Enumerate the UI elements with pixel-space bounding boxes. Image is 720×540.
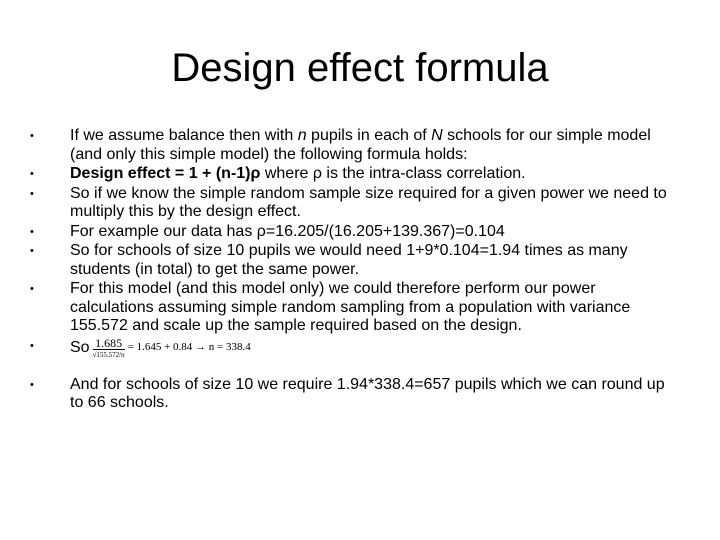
formula-image [93, 337, 251, 359]
formula-rest: = 1.645 + 0.84 → n = 338.4 [127, 341, 251, 353]
bullet-text: And for schools of size 10 we require 1.94*338.4=657 pupils which we can round up to 66 schools. [70, 375, 665, 411]
bullet-dot: • [30, 130, 34, 142]
bullet-item [30, 337, 670, 359]
bullet-item [30, 376, 670, 413]
bullet-list [30, 127, 670, 414]
bullet-dot: • [30, 225, 34, 238]
bullet-item [30, 242, 670, 279]
formula-fraction [93, 337, 125, 359]
bullet-text: So for schools of size 10 pupils we would need 1+9*0.104=1.94 times as many students (in total) to get the same power. [70, 242, 628, 278]
bullet-item [30, 165, 670, 184]
bullet-item [30, 127, 670, 164]
bullet-dot: • [30, 339, 34, 352]
bullet-dot: • [30, 168, 34, 180]
formula-denominator: √155.572/n [92, 350, 125, 359]
bullet-dot: • [30, 283, 34, 295]
bullet-text-italic: N [431, 127, 443, 144]
bullet-text: schools for our simple model (and only this simple model) the following formula holds: [70, 127, 651, 163]
bullet-text-italic: n [297, 127, 307, 144]
bullet-text: For this model (and this model only) we could therefore perform our power calculations assuming simple random sampling from a population with variance 155.572 and scale up the sample required based on the design. [70, 280, 631, 334]
bullet-dot: • [30, 378, 34, 391]
bullet-text-bold: Design effect = 1 + (n-1)ρ [70, 165, 261, 182]
bullet-text: pupils in each of [306, 127, 432, 144]
slide-title: Design effect formula [171, 46, 549, 90]
bullet-item [30, 223, 670, 242]
bullet-text: So if we know the simple random sample size required for a given power we need to multiply this by the design effect. [70, 184, 667, 220]
bullet-dot: • [30, 187, 34, 200]
bullet-text: So [70, 338, 90, 356]
bullet-item [30, 185, 670, 222]
formula-numerator: 1.685 [93, 337, 125, 350]
bullet-text: If we assume balance then with [70, 127, 298, 144]
bullet-text: where ρ is the intra-class correlation. [260, 165, 526, 182]
bullet-item [30, 280, 670, 336]
bullet-text: For example our data has ρ=16.205/(16.205+139.367)=0.104 [70, 222, 505, 240]
bullet-dot: • [30, 245, 34, 257]
